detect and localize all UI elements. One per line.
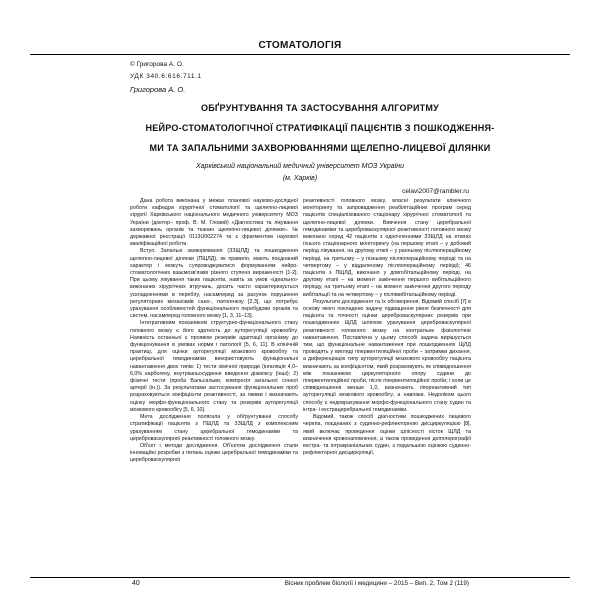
copyright-line: © Григорова А. О. (130, 61, 184, 68)
paragraph: Дана робота виконана у межах планової науково-дослідної роботи кафедри хірургічної стоматології та щелепно-лицевої хірургії Харківського національного медичного університету МОЗ України (доктор– проф. В. М. Гловий) «Діагностика та лікування захворювань органів та тканин щелепно-лицевої ділянки». № державної реєстрації 0113U002274 та є фрагментом наукової кваліфікаційної роботи. (130, 198, 298, 248)
title-line: НЕЙРО-СТОМАТОЛОГІЧНОЇ СТРАТИФІКАЦІЇ ПАЦІЄНТІВ З ПОШКОДЖЕННЯ- (145, 123, 495, 133)
body-column-left (130, 198, 298, 576)
section-header: СТОМАТОЛОГІЯ (258, 40, 342, 51)
paragraph: Мета дослідження полягала у обґрунтуванні способу стратифікації пацієнтів з ПЩЛД та ЗЗЩЛД з комплексним урахуванням стану церебральної гемодинаміки та цереброваскулярної реактивності головного мозку. (130, 414, 298, 442)
footer-rule (30, 577, 570, 578)
title-line: ОБҐРУНТУВАННЯ ТА ЗАСТОСУВАННЯ АЛГОРИТМУ (200, 103, 440, 113)
author-email: celavi2007@rambler.ru (402, 188, 469, 195)
paragraph: Відомий, також спосіб діагностики пошкоджених лицевого черепа, поєднаних з судинно-рефлекторною дисциркуляцією [8], який включає проведення оцінки цілісності кісток ЩЛД та визначення кровонаповнення, а також проведення допплерографії екстра- та інтракраніальних судин, з подальшою оцінкою судинно-рефлекторної дисциркуляції, (303, 414, 471, 457)
paragraph: Інтегративним показником структурно-функціонального стану головного мозку є його здатність до ауторегуляції кровообігу. Наявність останньої є проявом резервів адаптації організму до функціонування в умовах норми і патології [5, 6, 11]. В клінічній практиці, для оцінки ауторегуляції мозкового кровообігу та церебральної гемодинаміки використовують функціональні навантаження двох типів: 1) тести хімічної природи (інгаляція 4,0–6,0% карбогену, внутрішньосудинне введення діамоксу (інші); 2) фізичні тести (проба Вальсальви, компресія загальної сонної артерії (ін.)). За результатами застосування функціональних проб розраховуються коефіцієнти реактивності, за якими і визначають оцінку морфо-функціонального стану та резервів ауторегуляції мозкового кровообігу [5, 6, 10]. (130, 320, 298, 413)
paragraph: Результати дослідження та їх обговорення. Відомий спосіб [7] в основу якого покладено задачу підвищення рівня безпечності для пацієнта та точності оцінки цереброваскулярних резервів при пошкодженнях ЩЛД шляхом урахування цереброваскулярної реактивності головного мозку на контральне фізіологічне навантаження. Поставлена у цьому способі задача вирішується тим, що функціональне навантаження при пошкодженнях ЩЛД проводять у вигляді гіпервентиляційної проби – затримки дихання, а диференціацію типу ауторегуляції мозкового кровообігу пацієнта визначають за коефіцієнтом, який розраховують як співвідношення між показником циркуляторного опору судини до гіпервентиляційної проби, після гіпервентиляційної проби; і коли це співвідношення менше 1,0, визначають гіпореактивний тип ауторегуляції мозкового кровообігу, а навпаки. Недоліком цього способу є недоврахування морфо-функціонального стану судин та інтра- і екстрацеребральної гемодинаміки. (303, 298, 471, 413)
body-column-right (303, 198, 471, 576)
header-rule (30, 54, 570, 55)
paragraph: Об'єкт і методи дослідження. Об'єктом дослідження стали інновацйні розробки з питань оцінки церебральної гемодинаміки та цереброваскулярної (130, 442, 298, 464)
article-title (140, 98, 500, 158)
paragraph: Вступ. Запальні захворювання (ЗЗЩЛД) та пошкодження щелепно-лицевої ділянки (ПЩЛД), як правило, мають поєднаний характер і можуть супроводжуватися формуванням нейро-стоматологічних взаємозв'язків різного ступеня вираженості [1-2]. При цьому лікування таких пацієнтів, навіть за умов «ідеально» виконаних хірургічних втручань, досить часто характеризується ускладненнями в перебігу, насамперед за рахунок порушення регуляторних механізмів сано-, патогенезу [2,3], що потребує урахування особливостей функціонального перебудови органів та систем, насамперед головного мозку [1, 3, 11–13]. (130, 248, 298, 320)
affiliation: Харківський національний медичний університет МОЗ України (195, 163, 404, 170)
city: (м. Харків) (282, 175, 318, 182)
page-number: 40 (132, 580, 140, 587)
udk-code: УДК 340.6:616.711.1 (130, 73, 202, 80)
author-name: Григорова А. О. (130, 85, 186, 94)
title-line: МИ ТА ЗАПАЛЬНИМИ ЗАХВОРЮВАННЯМИ ЩЕЛЕПНО-ЛИЦЕВОЇ ДІЛЯНКИ (149, 143, 491, 153)
paragraph: реактивності головного мозку, власні результати клінічного моніторингу та запровадження реабілітаційних програм серед пацієнтів спеціалізованого стаціонару хірургічної стоматології та щелепно-лицевої ділянки. Вивчення стану церебральної гемодинаміки та цереброваскулярної реактивності головного мозку виконано серед 42 пацієнтів з одночленними ЗЗЩЛД на етапах їхнього стаціонарного моніторингу (на першому етапі – у добовий період лікування, на другому етапі – у ранньому післяопераційному періоді, на третьому – у пізньому післяопераційному періоді та на четвертому – у віддаленому післяопераційному періоді); 46 пацієнтів з ПЩЛД, виконано у довгобітальційному періоді, на другому етапі – на момент закінчення першого вибітальційного періоду, на третьому етапі – на момент закінчення другого періоду вибітальції та на четвертому – у післявибітальційному періоді. (303, 198, 471, 298)
journal-citation: Вісник проблем біології і медицини – 2015 – Вип. 2, Том 2 (119) (284, 580, 469, 587)
